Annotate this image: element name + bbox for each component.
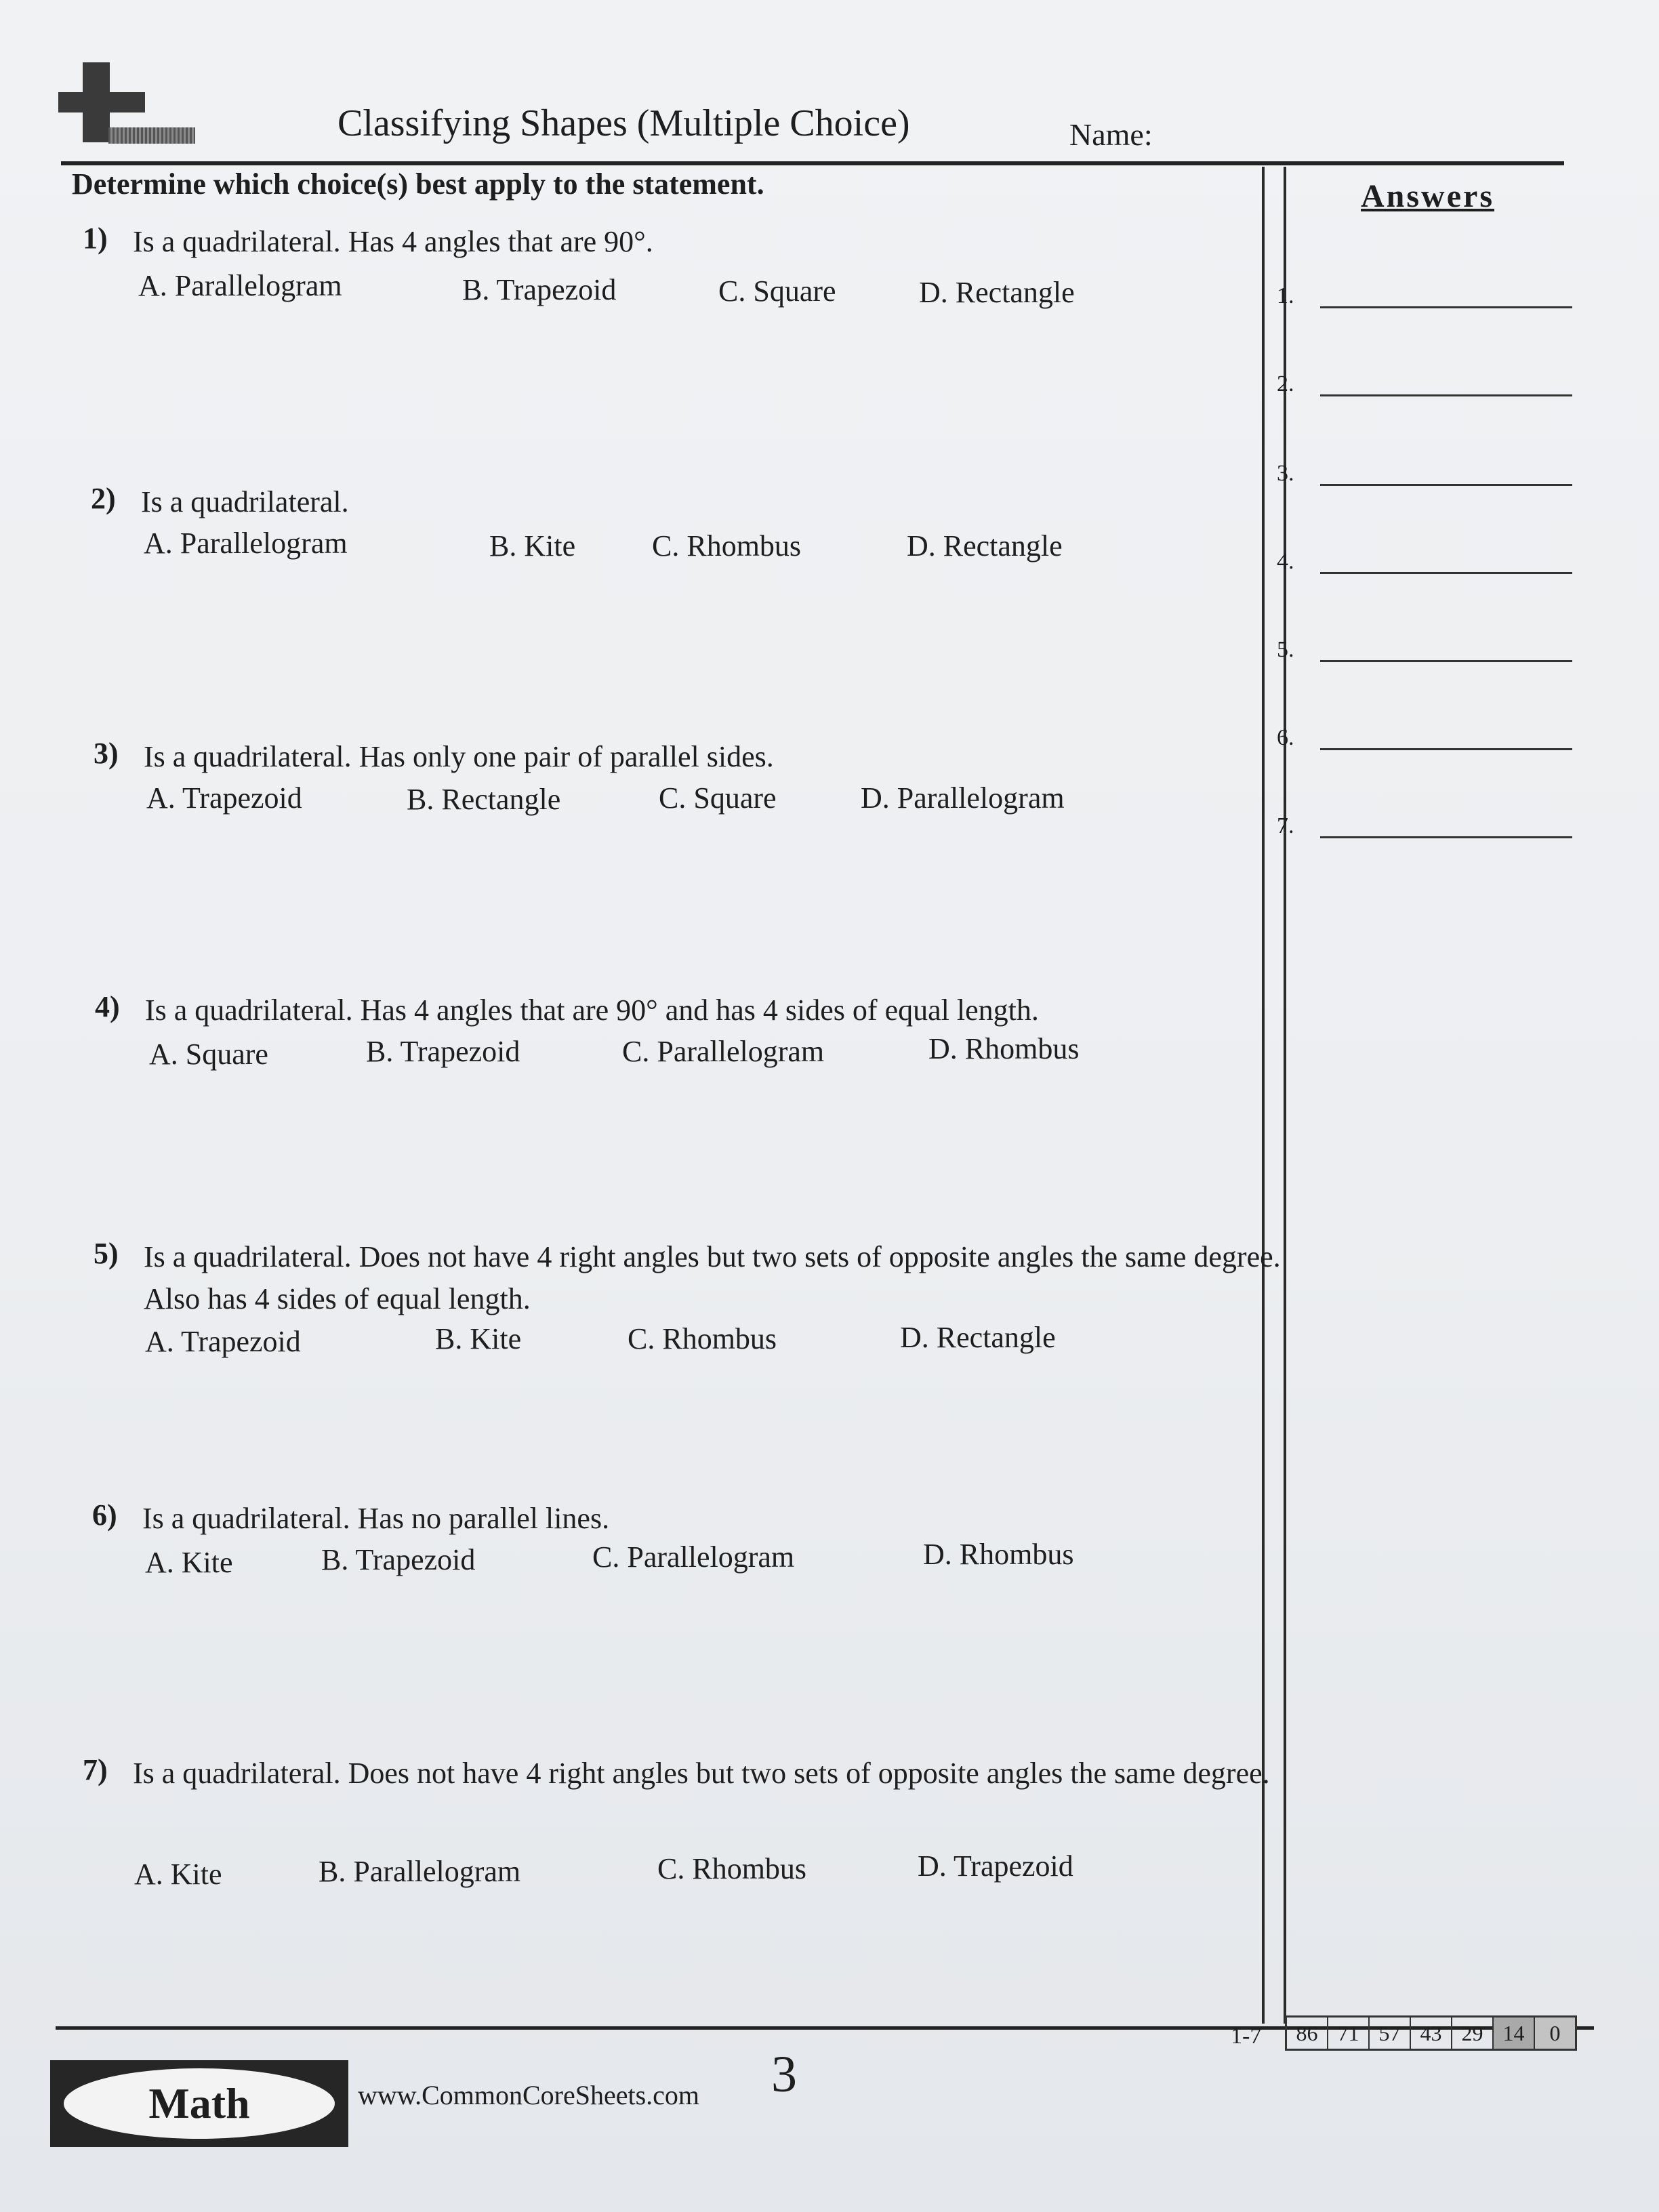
answers-heading: Answers (1361, 178, 1494, 214)
answer-blank-5[interactable] (1277, 637, 1575, 678)
answer-number: 4. (1277, 549, 1294, 574)
worksheet-title: Classifying Shapes (Multiple Choice) (337, 102, 910, 144)
option-d[interactable]: D. Rectangle (919, 276, 1075, 309)
score-cell: 43 (1411, 2018, 1452, 2049)
question-text: Is a quadrilateral. Does not have 4 right angles but two sets of opposite angles the same degree. (133, 1757, 1270, 1790)
score-cell: 14 (1494, 2018, 1535, 2049)
answer-blank-4[interactable] (1277, 549, 1575, 590)
option-b[interactable]: B. Parallelogram (319, 1855, 521, 1888)
option-d[interactable]: D. Rectangle (907, 529, 1063, 562)
header-divider (61, 161, 1564, 165)
option-a[interactable]: A. Kite (145, 1546, 233, 1579)
question-number: 2) (91, 482, 116, 515)
website-link[interactable]: www.CommonCoreSheets.com (358, 2080, 700, 2110)
score-cell: 29 (1452, 2018, 1494, 2049)
option-b[interactable]: B. Trapezoid (321, 1543, 476, 1576)
answer-number: 7. (1277, 813, 1294, 838)
question-number: 5) (94, 1237, 119, 1270)
option-a[interactable]: A. Square (149, 1038, 268, 1071)
option-a[interactable]: A. Trapezoid (146, 781, 302, 815)
score-cell: 0 (1535, 2018, 1575, 2049)
answer-line (1320, 484, 1572, 486)
answer-line (1320, 306, 1572, 308)
score-range-label: 1-7 (1231, 2024, 1262, 2049)
answer-number: 5. (1277, 637, 1294, 662)
question-text: Is a quadrilateral. (141, 485, 349, 518)
answer-number: 2. (1277, 371, 1294, 396)
option-a[interactable]: A. Kite (134, 1858, 222, 1891)
subject-badge (50, 2060, 348, 2147)
page-number: 3 (771, 2046, 797, 2103)
score-cell: 71 (1328, 2018, 1370, 2049)
question-number: 1) (83, 222, 108, 255)
answer-blank-1[interactable] (1277, 283, 1575, 324)
option-a[interactable]: A. Parallelogram (144, 527, 348, 560)
question-number: 3) (94, 737, 119, 770)
option-c[interactable]: C. Parallelogram (622, 1035, 825, 1068)
option-b[interactable]: B. Trapezoid (366, 1035, 520, 1068)
option-c[interactable]: C. Rhombus (657, 1852, 807, 1885)
option-c[interactable]: C. Square (718, 274, 836, 308)
answer-line (1320, 394, 1572, 396)
option-b[interactable]: B. Kite (435, 1322, 522, 1355)
subject-label: Math (64, 2068, 335, 2139)
question-number: 6) (92, 1498, 117, 1532)
option-a[interactable]: A. Parallelogram (138, 269, 342, 302)
instructions: Determine which choice(s) best apply to the statement. (72, 167, 764, 201)
option-b[interactable]: B. Trapezoid (462, 273, 617, 306)
option-d[interactable]: D. Rhombus (928, 1032, 1080, 1065)
answer-blank-7[interactable] (1277, 813, 1575, 854)
answer-line (1320, 748, 1572, 750)
answer-blank-2[interactable] (1277, 371, 1575, 412)
score-cell: 86 (1287, 2018, 1328, 2049)
answer-line (1320, 836, 1572, 838)
option-d[interactable]: D. Trapezoid (918, 1849, 1073, 1883)
question-text: Is a quadrilateral. Has no parallel lines. (142, 1502, 610, 1535)
answer-blank-6[interactable] (1277, 725, 1575, 766)
answer-line (1320, 572, 1572, 574)
answer-column-border (1262, 167, 1265, 2024)
option-a[interactable]: A. Trapezoid (145, 1325, 301, 1358)
option-c[interactable]: C. Rhombus (652, 529, 802, 562)
option-b[interactable]: B. Rectangle (407, 783, 561, 816)
score-table (1285, 2015, 1577, 2051)
question-text: Is a quadrilateral. Has 4 angles that are 90°. (133, 225, 653, 258)
answer-number: 1. (1277, 283, 1294, 308)
option-b[interactable]: B. Kite (489, 529, 576, 562)
question-number: 7) (83, 1753, 108, 1786)
answer-blank-3[interactable] (1277, 461, 1575, 501)
question-number: 4) (95, 990, 120, 1023)
question-text: Is a quadrilateral. Has only one pair of parallel sides. (144, 740, 774, 773)
answer-line (1320, 660, 1572, 662)
option-c[interactable]: C. Parallelogram (592, 1540, 795, 1574)
score-cell: 57 (1370, 2018, 1411, 2049)
answer-column-border (1284, 167, 1286, 2024)
question-text: Is a quadrilateral. Has 4 angles that are 90° and has 4 sides of equal length. (145, 994, 1039, 1027)
option-c[interactable]: C. Rhombus (628, 1322, 777, 1355)
answer-number: 6. (1277, 725, 1294, 750)
option-d[interactable]: D. Parallelogram (861, 781, 1065, 815)
answer-number: 3. (1277, 461, 1294, 486)
question-text: Is a quadrilateral. Does not have 4 right angles but two sets of opposite angles the same degree. Also has 4 sides of equal length. (144, 1240, 1281, 1315)
option-c[interactable]: C. Square (659, 781, 777, 815)
name-label: Name: (1069, 117, 1153, 152)
option-d[interactable]: D. Rectangle (900, 1321, 1056, 1354)
option-d[interactable]: D. Rhombus (923, 1538, 1074, 1571)
